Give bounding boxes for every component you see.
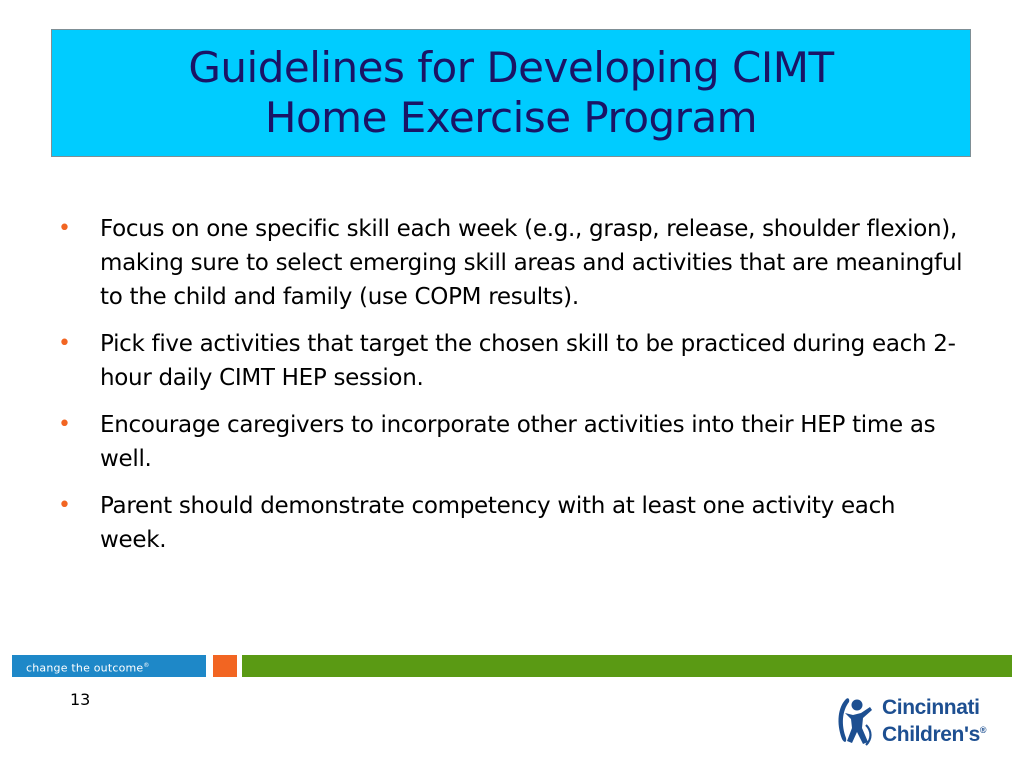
footer-band-green — [242, 655, 1012, 677]
logo-line-1: Cincinnati — [882, 695, 980, 719]
bullet-marker: • — [58, 331, 71, 356]
bullet-marker: • — [58, 493, 71, 518]
logo-line-2-text: Children's — [882, 722, 980, 746]
logo-wordmark — [882, 697, 986, 746]
bullet-marker: • — [58, 216, 71, 241]
bullet-text: Focus on one specific skill each week (e.g., grasp, release, shoulder flexion), making sure to select emerging skill areas and activities that are meaningful to the child and family (use COPM results). — [100, 216, 963, 310]
footer-tagline — [26, 655, 150, 677]
slide-title-box — [51, 29, 971, 157]
bullet-item — [58, 408, 963, 476]
cincinnati-childrens-logo — [832, 695, 1007, 747]
bullet-item — [58, 212, 963, 314]
bullet-item — [58, 489, 963, 557]
page-number: 13 — [70, 690, 91, 709]
bullet-text: Encourage caregivers to incorporate other activities into their HEP time as well. — [100, 412, 936, 472]
footer-band-orange — [213, 655, 237, 677]
slide-title-line-1: Guidelines for Developing CIMT — [188, 43, 834, 92]
bullet-list — [58, 212, 963, 570]
child-figure-icon — [832, 695, 878, 747]
bullet-marker: • — [58, 412, 71, 437]
slide-title-line-2: Home Exercise Program — [264, 93, 758, 142]
footer-tagline-text: change the outcome — [26, 661, 144, 675]
bullet-text: Pick five activities that target the chosen skill to be practiced during each 2-hour daily CIMT HEP session. — [100, 331, 956, 391]
footer-tagline-mark: ® — [143, 662, 150, 669]
logo-line-2 — [882, 719, 986, 746]
bullet-text: Parent should demonstrate competency with at least one activity each week. — [100, 493, 896, 553]
logo-mark: ® — [979, 724, 987, 735]
bullet-item — [58, 327, 963, 395]
